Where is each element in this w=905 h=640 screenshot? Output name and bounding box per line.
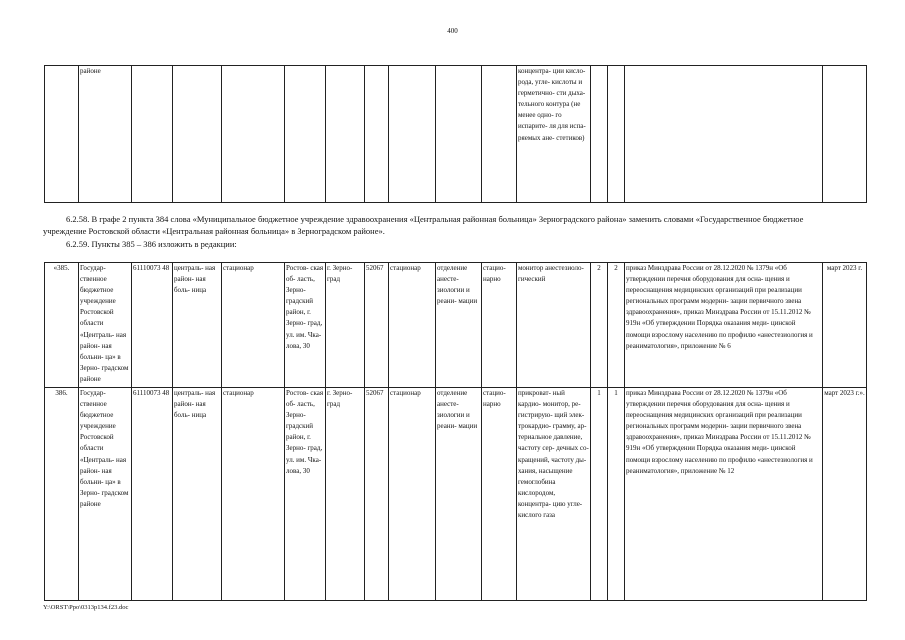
row-number: «385. — [45, 263, 79, 388]
table-points-385-386 — [44, 262, 867, 601]
cell-type — [173, 66, 222, 203]
cell-care — [482, 66, 517, 203]
table-row-385 — [45, 263, 867, 388]
cell-address — [285, 66, 326, 203]
row-care: стацио- нарно — [482, 263, 517, 388]
row-date: март 2023 г. — [823, 263, 867, 388]
page-number: 400 — [447, 27, 458, 35]
cell-oktmo — [365, 66, 389, 203]
row-organization: Государ- ственное бюджетное учреждение Ростовской области «Централь- ная район- ная больни- ца» в Зерно- градском районе — [79, 388, 132, 601]
row-address: Ростов- ская об- ласть, Зерно- градский район, г. Зерно- град, ул. им. Чка- лова, 30 — [285, 263, 326, 388]
cell-form — [222, 66, 285, 203]
footer-file-path: Y:\ORST\Ppo\0313p134.f23.doc — [43, 604, 129, 611]
cell-num — [45, 66, 79, 203]
cell-cond — [389, 66, 436, 203]
cell-q2 — [608, 66, 625, 203]
table-continuation — [44, 65, 867, 203]
row-quantity-2: 1 — [608, 388, 625, 601]
cell-date — [823, 66, 867, 203]
cell-city — [326, 66, 365, 203]
row-code: 61110073 48 — [132, 263, 173, 388]
row-type: централь- ная район- ная боль- ница — [173, 388, 222, 601]
row-number: 386. — [45, 388, 79, 601]
row-organization: Государ- ственное бюджетное учреждение Ростовской области «Централь- ная район- ная больни- ца» в Зерно- градском районе — [79, 263, 132, 388]
row-form: стационар — [222, 388, 285, 601]
row-equipment: прикроват- ный кардио- монитор, ре- гистрирую- щий элек- трокардио- грамму, ар- териальное давление, частоту сер- дечных со- кращений, частоту ды- хания, насыщение гемоглобина кислородом, концентра- цию угле- кислого газа — [517, 388, 591, 601]
row-quantity-2: 2 — [608, 263, 625, 388]
row-conditions: стационар — [389, 263, 436, 388]
row-quantity-1: 2 — [591, 263, 608, 388]
row-care: стацио- нарно — [482, 388, 517, 601]
paragraph-6-2-58: 6.2.58. В графе 2 пункта 384 слова «Муниципальное бюджетное учреждение здравоохранения «Центральная районная больница» Зерноградского района» заменить словами «Государственное бюджетное учреждение Ростовской области «Центральная районная больница» в Зерноградском районе». — [43, 214, 804, 236]
cell-code — [132, 66, 173, 203]
row-type: централь- ная район- ная боль- ница — [173, 263, 222, 388]
cell-org: районе — [79, 66, 132, 203]
cell-equip: концентра- ции кисло- рода, угле- кислоты и герметично- сти дыха- тельного контура (не менее одно- го испарите- ля для испа- ряемых ане- стетиков) — [517, 66, 591, 203]
row-oktmo: 52067 — [365, 263, 389, 388]
row-basis: приказ Минздрава России от 28.12.2020 № 1379н «Об утверждении перечня оборудования для осна- щения и переоснащения медицинских организаций при реализации региональных программ модерни- зации первичного звена здравоохранения», приказ Минздрава России от 15.11.2012 № 919н «Об утверждении Порядка оказания меди- цинской помощи взрослому населению по профилю «анестезиология и реаниматология», приложение № 12 — [625, 388, 823, 601]
row-city: г. Зерно- град — [326, 388, 365, 601]
row-code: 61110073 48 — [132, 388, 173, 601]
row-quantity-1: 1 — [591, 388, 608, 601]
cell-dept — [436, 66, 482, 203]
row-conditions: стационар — [389, 388, 436, 601]
cell-q1 — [591, 66, 608, 203]
row-city: г. Зерно- град — [326, 263, 365, 388]
row-address: Ростов- ская об- ласть, Зерно- градский район, г. Зерно- град, ул. им. Чка- лова, 30 — [285, 388, 326, 601]
row-form: стационар — [222, 263, 285, 388]
row-department: отделение анесте- зиологии и реани- мации — [436, 263, 482, 388]
table-row-386 — [45, 388, 867, 601]
row-basis: приказ Минздрава России от 28.12.2020 № 1379н «Об утверждении перечня оборудования для осна- щения и переоснащения медицинских организаций при реализации региональных программ модерни- зации первичного звена здравоохранения», приказ Минздрава России от 15.11.2012 № 919н «Об утверждении Порядка оказания меди- цинской помощи взрослому населению по профилю «анестезиология и реаниматология», приложение № 6 — [625, 263, 823, 388]
row-equipment: монитор анестезиоло- гический — [517, 263, 591, 388]
row-oktmo: 52067 — [365, 388, 389, 601]
row-department: отделение анесте- зиологии и реани- мации — [436, 388, 482, 601]
cell-basis — [625, 66, 823, 203]
row-date: март 2023 г.». — [823, 388, 867, 601]
paragraph-6-2-59: 6.2.59. Пункты 385 – 386 изложить в редакции: — [66, 239, 237, 249]
